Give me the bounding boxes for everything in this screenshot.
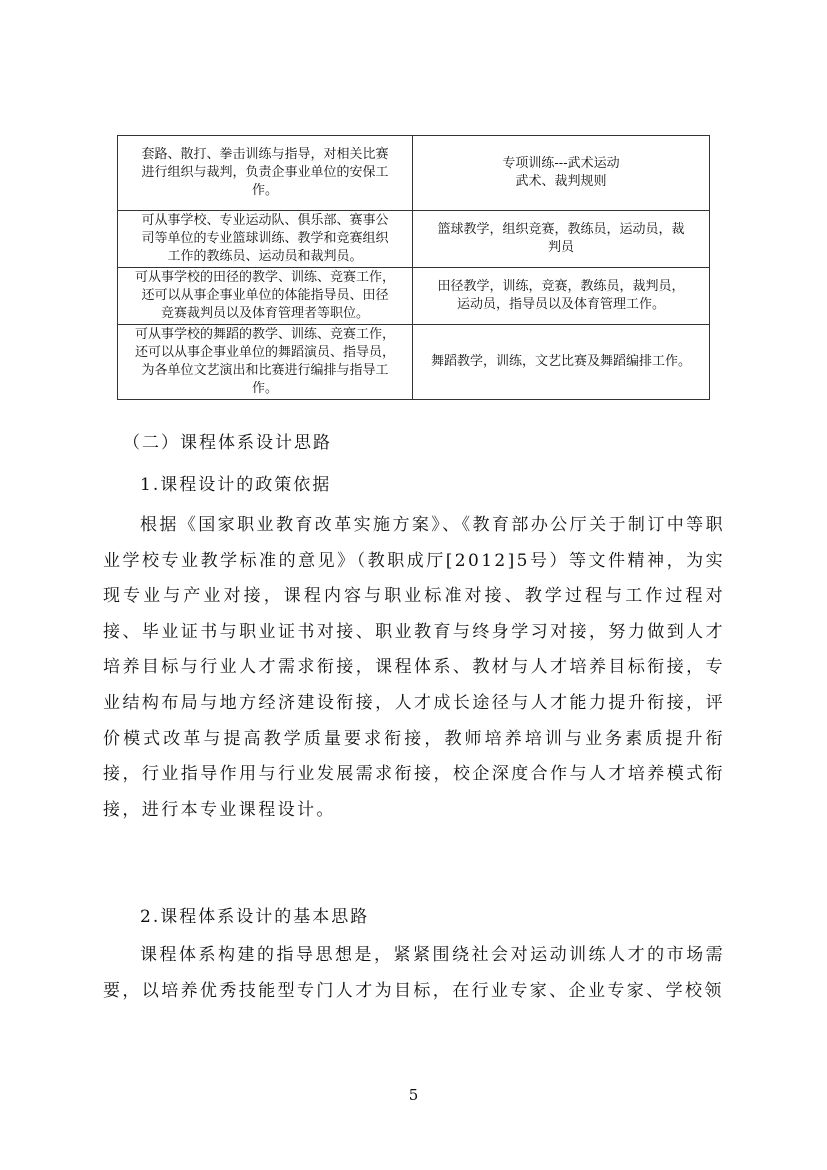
paragraph-policy-basis: 根据《国家职业教育改革实施方案》、《教育部办公厅关于制订中等职业学校专业教学标准的意见》（教职成厅[2012]5号）等文件精神，为实现专业与产业对接，课程内容与职业标准对接、教学过程与工作过程对接、毕业证书与职业证书对接、职业教育与终身学习对接，努力做到人才培养目标与行业人才需求衔接，课程体系、教材与人才培养目标衔接，专业结构布局与地方经济建设衔接，人才成长途径与人才能力提升衔接，评价模式改革与提高教学质量要求衔接，教师培养培训与业务素质提升衔接，行业指导作用与行业发展需求衔接，校企深度合作与人才培养模式衔接，进行本专业课程设计。 [103, 515, 725, 820]
cell-line: 武术、裁判规则 [515, 174, 607, 189]
cell-line: 运动员，指导员以及体育管理工作。 [456, 297, 665, 312]
cell-line: 还可以从事企事业单位的体能指导员、田径 [141, 288, 389, 303]
cell-line: 作。 [251, 381, 278, 396]
cell-line: 进行组织与裁判，负责企事业单位的安保工 [141, 165, 389, 180]
cell-line: 工作的教练员、运动员和裁判员。 [167, 249, 363, 264]
cell-line: 专项训练---武术运动 [502, 156, 620, 171]
cell-line: 还可以从事企事业单位的舞蹈演员、指导员， [134, 345, 395, 360]
job-description-cell [118, 325, 413, 400]
job-description-cell [118, 268, 413, 325]
job-course-table [117, 135, 710, 400]
page-number: 5 [408, 1086, 419, 1104]
paragraph-basic-idea: 课程体系构建的指导思想是，紧紧围绕社会对运动训练人才的市场需要，以培养优秀技能型专门人才为目标，在行业专家、企业专家、学校领 [103, 945, 725, 1001]
job-description-cell [118, 211, 413, 268]
cell-line: 篮球教学，组织竞赛，教练员，运动员，裁 [437, 222, 685, 237]
course-cell [413, 136, 710, 211]
cell-line: 可从事学校的舞蹈的教学、训练、竞赛工作， [134, 327, 395, 342]
course-cell [413, 211, 710, 268]
cell-line: 可从事学校、专业运动队、俱乐部、赛事公 [141, 213, 389, 228]
cell-line: 舞蹈教学，训练，文艺比赛及舞蹈编排工作。 [430, 354, 691, 369]
section-heading: （二）课程体系设计思路 [123, 433, 332, 453]
job-description-cell [118, 136, 413, 211]
table-row [118, 211, 710, 268]
table-row [118, 136, 710, 211]
course-cell [413, 268, 710, 325]
subsection-heading-1: 1.课程设计的政策依据 [140, 475, 332, 495]
table-row [118, 268, 710, 325]
cell-line: 司等单位的专业篮球训练、教学和竞赛组织 [141, 231, 389, 246]
subsection-heading-2: 2.课程体系设计的基本思路 [140, 907, 370, 927]
course-cell [413, 325, 710, 400]
cell-line: 套路、散打、拳击训练与指导，对相关比赛 [141, 147, 389, 162]
cell-line: 作。 [251, 183, 278, 198]
table-row [118, 325, 710, 400]
cell-line: 竞赛裁判员以及体育管理者等职位。 [160, 306, 369, 321]
cell-line: 可从事学校的田径的教学、训练、竞赛工作， [134, 270, 395, 285]
cell-line: 为各单位文艺演出和比赛进行编排与指导工 [141, 363, 389, 378]
cell-line: 田径教学，训练，竞赛，教练员，裁判员， [437, 279, 685, 294]
cell-line: 判员 [547, 240, 574, 255]
